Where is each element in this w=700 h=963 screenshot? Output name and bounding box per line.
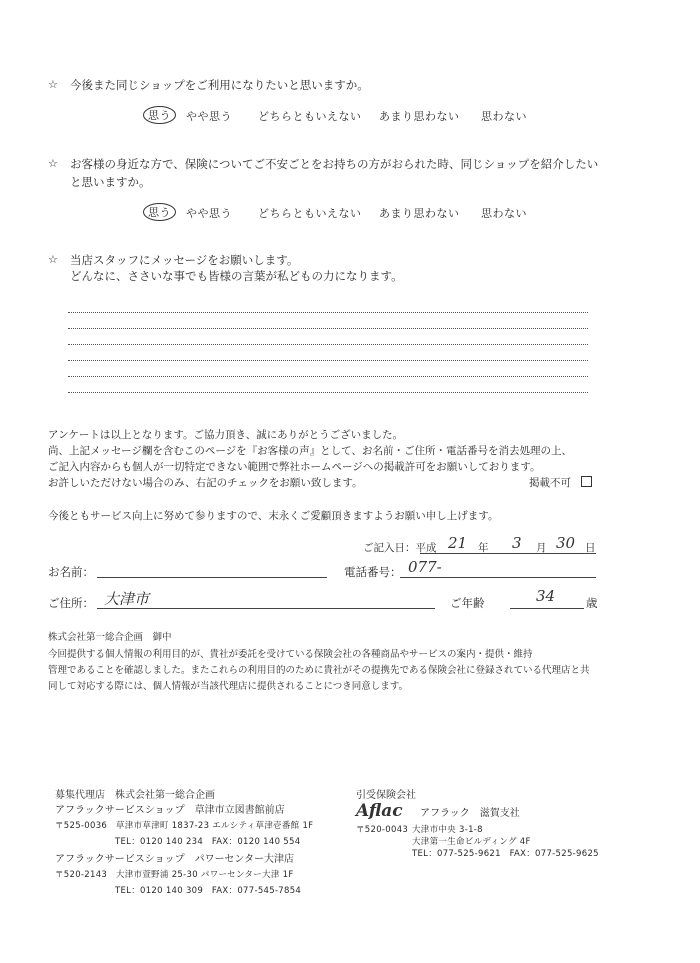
shop2-address: 〒520-2143 大津市萱野浦 25-30 パワーセンター大津 1F xyxy=(55,870,294,880)
closing-line4: お許しいただけない場合のみ、右記のチェックをお願い致します。 xyxy=(48,477,363,489)
shop2-name: アフラックサービスショップ パワーセンター大津店 xyxy=(55,854,294,865)
aflac-logo: Aflac xyxy=(356,801,403,821)
message-line[interactable] xyxy=(68,312,588,313)
age-label: ご年齢 xyxy=(450,596,485,610)
insurer-addr1: 大津市中央 3-1-8 xyxy=(412,825,483,835)
checkbox-icon[interactable] xyxy=(581,476,592,487)
day-unit: 日 xyxy=(585,542,596,554)
privacy-line2: 管理であることを確認しました。またこれらの利用目的のために貴社がその提携先である保険会社に登録されている代理店と共 xyxy=(48,665,590,676)
date-year[interactable]: 21 xyxy=(448,534,468,552)
address-value[interactable]: 大津市 xyxy=(104,590,150,608)
age-unit: 歳 xyxy=(586,596,598,610)
message-line[interactable] xyxy=(68,328,588,329)
date-month[interactable]: 3 xyxy=(512,534,522,552)
q2-option-amari[interactable]: あまり思わない xyxy=(379,207,460,220)
q2-option-selected[interactable] xyxy=(143,203,176,221)
insurer-postal: 〒520-0043 xyxy=(356,825,409,835)
shop1-tel: TEL：0120 140 234 FAX：0120 140 554 xyxy=(115,837,301,847)
message-line[interactable] xyxy=(68,376,588,377)
date-day[interactable]: 30 xyxy=(556,534,576,552)
address-field[interactable] xyxy=(97,608,435,609)
agency-name: 募集代理店 株式会社第一総合企画 xyxy=(55,790,215,801)
closing-line1: アンケートは以上となります。ご協力頂き、誠にありがとうございました。 xyxy=(48,429,404,441)
age-field[interactable] xyxy=(510,608,584,609)
age-value[interactable]: 34 xyxy=(536,587,556,605)
q1-option-selected[interactable] xyxy=(143,106,176,124)
publish-refusal-checkbox[interactable] xyxy=(529,475,592,491)
question-1-star: ☆ xyxy=(48,78,58,91)
insurer-tel: TEL：077-525-9621 FAX：077-525-9625 xyxy=(412,849,599,859)
insurer-company: アフラック 滋賀支社 xyxy=(420,808,520,819)
question-3-line2: どんなに、ささいな事でも皆様の言葉が私どもの力になります。 xyxy=(70,269,403,283)
publish-refusal-label: 掲載不可 xyxy=(529,477,571,489)
privacy-line1: 今回提供する個人情報の利用目的が、貴社が委託を受けている保険会社の各種商品やサービスの案内・提供・維持 xyxy=(48,649,533,660)
phone-label: 電話番号： xyxy=(344,565,402,579)
q2-option-dochira[interactable]: どちらともいえない xyxy=(258,207,362,220)
phone-field[interactable] xyxy=(400,577,596,578)
message-line[interactable] xyxy=(68,360,588,361)
name-label: お名前： xyxy=(48,565,94,579)
question-2-line1: お客様の身近な方で、保険についてご不安ごとをお持ちの方がおられた時、同じショップを紹介したい xyxy=(70,157,599,171)
shop1-name: アフラックサービスショップ 草津市立図書館前店 xyxy=(55,805,285,816)
q1-option-dochira[interactable]: どちらともいえない xyxy=(258,110,362,123)
date-label: ご記入日：平成 xyxy=(363,542,437,554)
question-2-star: ☆ xyxy=(48,157,58,170)
closing-line2: 尚、上記メッセージ欄を含むこのページを『お客様の声』として、お名前・ご住所・電話番号を消去処理の上、 xyxy=(48,445,572,457)
insurer-addr2: 大津第一生命ビルディング 4F xyxy=(412,837,531,847)
date-underline xyxy=(420,553,596,554)
question-2-line2: と思いますか。 xyxy=(70,175,151,189)
shop1-address: 〒525-0036 草津市草津町 1837-23 エルシティ草津壱番館 1F xyxy=(55,821,314,831)
closing-line5: 今後ともサービス向上に努めて参りますので、末永くご愛顧頂きますようお願い申し上げます。 xyxy=(48,510,499,522)
q1-option-omou[interactable]: 思う xyxy=(143,106,176,124)
privacy-line3: 同して対応する際には、個人情報が当該代理店に提供されることにつき同意します。 xyxy=(48,681,409,692)
month-unit: 月 xyxy=(536,542,547,554)
closing-line3: ご記入内容からも個人が一切特定できない範囲で弊社ホームページへの掲載許可をお願いしております。 xyxy=(48,461,541,473)
address-label: ご住所： xyxy=(48,596,94,610)
year-unit: 年 xyxy=(478,542,489,554)
q2-option-omou[interactable]: 思う xyxy=(143,203,176,221)
question-1-text: 今後また同じショップをご利用になりたいと思いますか。 xyxy=(70,78,369,92)
insurer-label: 引受保険会社 xyxy=(356,790,416,801)
q1-option-amari[interactable]: あまり思わない xyxy=(379,110,460,123)
shop2-tel: TEL：0120 140 309 FAX：077-545-7854 xyxy=(115,886,302,896)
message-line[interactable] xyxy=(68,344,588,345)
message-line[interactable] xyxy=(68,392,588,393)
privacy-heading: 株式会社第一総合企画 御中 xyxy=(48,632,172,643)
name-field[interactable] xyxy=(97,577,327,578)
q2-option-omowanai[interactable]: 思わない xyxy=(481,207,527,220)
q2-option-yaya[interactable]: やや思う xyxy=(186,207,232,220)
q1-option-omowanai[interactable]: 思わない xyxy=(481,110,527,123)
question-3-line1: 当店スタッフにメッセージをお願いします。 xyxy=(70,253,299,267)
phone-value[interactable]: 077- xyxy=(408,558,442,576)
question-3-star: ☆ xyxy=(48,253,58,266)
q1-option-yaya[interactable]: やや思う xyxy=(186,110,232,123)
